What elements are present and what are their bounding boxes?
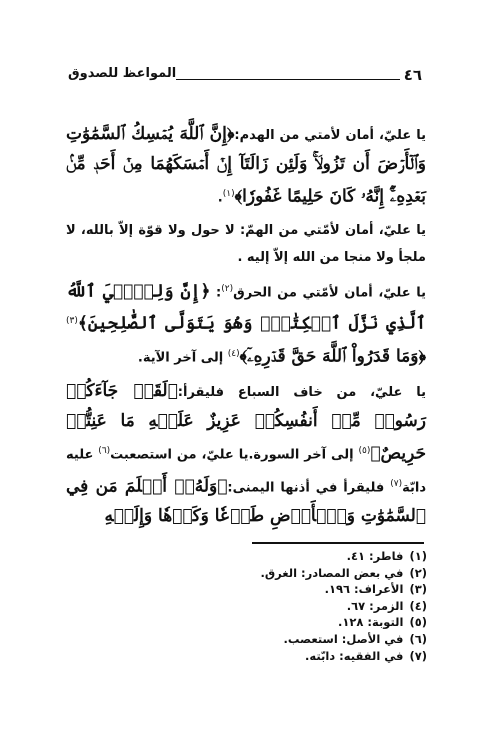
text-run: يا عليّ، أمان لأمّتي من الحرق (233, 285, 426, 301)
footnote-ref: (٣) (66, 316, 78, 327)
text-run: يا عليّ، أمان لأمّتي من الهمّ: لا حول ولا قوّة إلاّ بالله، لا ملجأ ولا منجا من الله إلاّ إليه . (66, 222, 426, 265)
footnote-number: (٦) (409, 631, 427, 646)
footnote-number: (٧) (409, 648, 427, 663)
footnote-number: (٤) (409, 598, 427, 613)
text-run: إلى آخر السورة. (248, 447, 359, 463)
footnote-text: في الأصل: استعصب. (283, 631, 404, 646)
header-rule (176, 79, 400, 80)
footnote-ref: (٥) (358, 445, 371, 456)
footnotes (107, 548, 427, 664)
text-run: يا عليّ، من استصعبت (110, 447, 249, 463)
main-text (66, 120, 426, 536)
text-run: إلى آخر الآية. (137, 350, 228, 366)
text-run: عليه دابّة (66, 447, 426, 496)
text-run: . (217, 190, 223, 206)
quran-verse: ﴿وَلَهُۥٓ أَسۡلَمَ مَن فِي ٱلسَّمَٰوَٰتِ وَٱلۡأَرۡضِ طَوۡعٗا وَكَرۡهٗا وَإِلَيۡهِ (66, 476, 426, 527)
footnote-text: فاطر: ٤١. (346, 549, 404, 563)
paragraph-4 (66, 377, 426, 532)
paragraph-3 (66, 275, 426, 373)
footnote-text: الزمر: ٦٧. (346, 598, 404, 613)
paragraph-2 (66, 217, 426, 271)
footnote-number: (٢) (409, 565, 427, 580)
paragraph-1 (66, 120, 426, 213)
footnote (107, 614, 427, 631)
footnote-ref: (٤) (227, 349, 240, 360)
text-run: يا عليّ، من خاف السباع فليقرأ: (177, 384, 426, 400)
footnote-number: (٣) (409, 582, 427, 597)
quran-verse: ﴿إِنَّ وَلِـِّۧيَ ٱللَّهُ ٱلَّذِي نَزَّلَ ٱلۡكِتَٰبَۖ وَهُوَ يَتَوَلَّى ٱلصَّٰلِحِينَ﴾ (66, 281, 426, 335)
footnote-rule (252, 542, 424, 544)
footnote (107, 648, 427, 665)
text-run: فليقرأ في أذنها اليمنى: (227, 480, 391, 496)
footnote (107, 581, 427, 598)
footnote (107, 631, 427, 648)
text-run: : (210, 285, 222, 301)
book-title: المواعظ للصدوق (68, 66, 177, 81)
footnote-number: (١) (409, 549, 427, 563)
footnote-ref: (١) (222, 189, 235, 199)
footnote (107, 548, 427, 565)
quran-verse: ﴿وَمَا قَدَرُواْ ٱللَّهَ حَقَّ قَدۡرِهِۦٓ﴾ (239, 346, 426, 367)
footnote-text: التوبة: ١٢٨. (337, 615, 404, 630)
running-header (68, 66, 422, 86)
footnote (107, 565, 427, 582)
footnote-text: الأعراف: ١٩٦. (324, 582, 404, 597)
quran-verse: ﴿إِنَّ ٱللَّهَ يُمۡسِكُ ٱلسَّمَٰوَٰتِ وَٱلۡأَرۡضَ أَن تَزُولَاۚ وَلَئِن زَالَتَآ إِنۡ أَمۡسَكَهُمَا مِنۡ أَحَدٖ مِّنۢ بَعۡدِهِۦٓۚ إِنَّهُۥ كَانَ حَلِيمًا غَفُورٗا﴾ (66, 124, 426, 207)
footnote (107, 598, 427, 615)
quran-verse: ﴿لَقَدۡ جَآءَكُمۡ رَسُولٞ مِّنۡ أَنفُسِكُمۡ عَزِيزٌ عَلَيۡهِ مَا عَنِتُّمۡ حَرِيصٌ﴾ (66, 380, 426, 464)
text-run: يا عليّ، أمان لأمتي من الهدم: (234, 128, 426, 143)
footnote-ref: (٢) (221, 283, 234, 294)
footnote-ref: (٧) (390, 478, 403, 489)
page-number: ٤٦ (403, 66, 422, 84)
footnote-ref: (٦) (98, 445, 111, 456)
footnote-number: (٥) (409, 615, 427, 630)
footnote-text: في بعض المصادر: الغرق. (260, 565, 404, 580)
footnote-text: في الفقيه: دابّته. (304, 648, 404, 663)
